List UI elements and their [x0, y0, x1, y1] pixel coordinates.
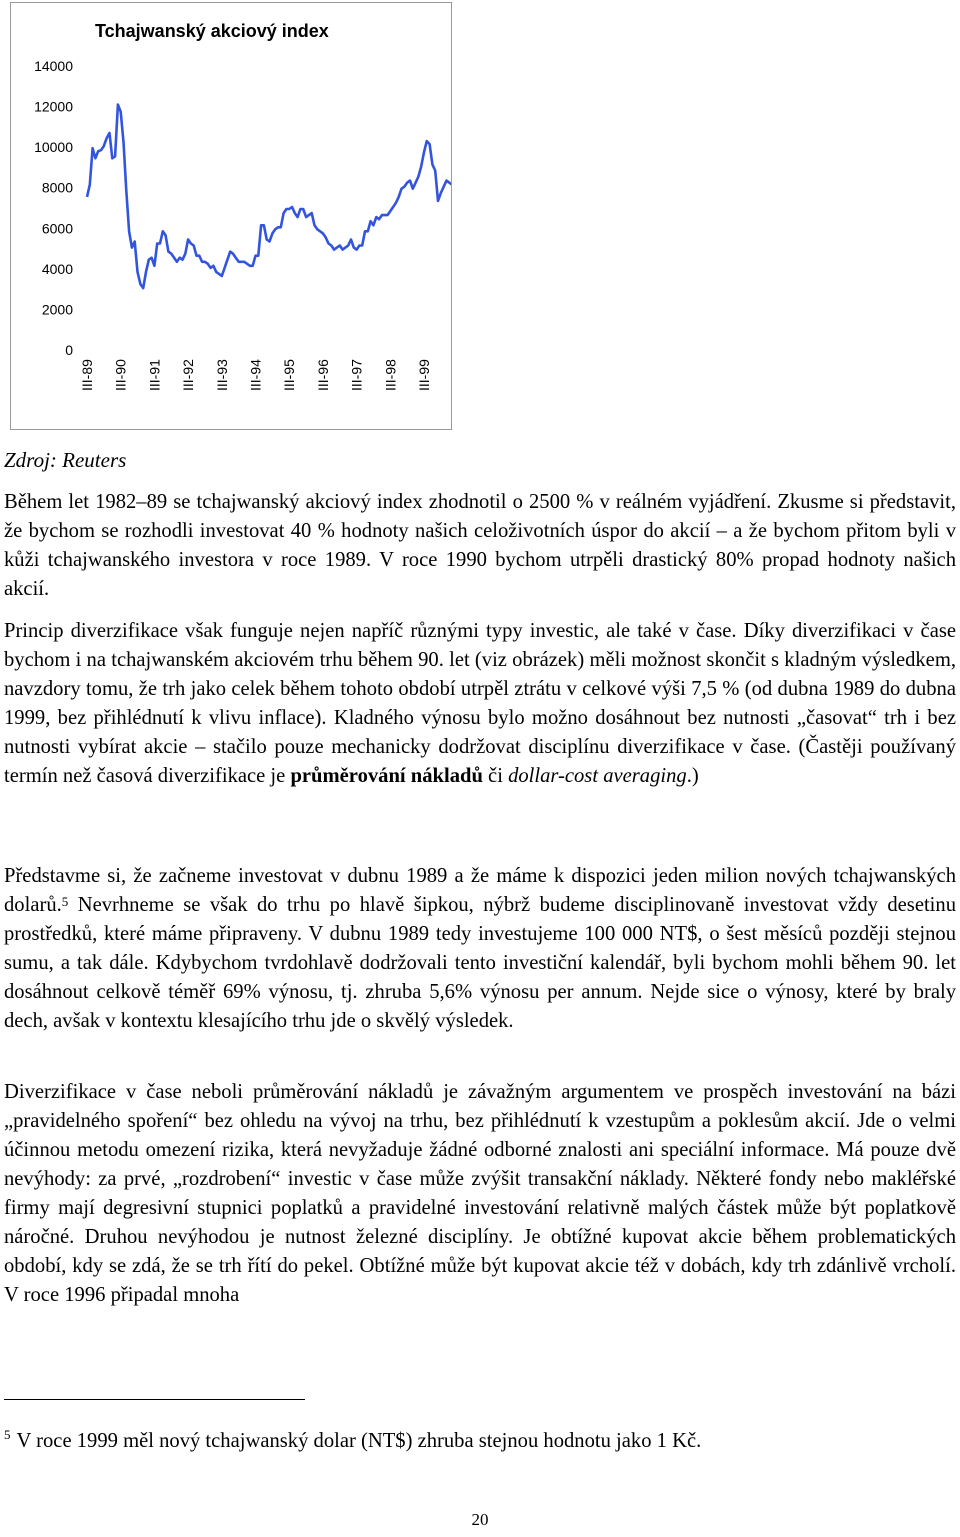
y-tick-label: 0 — [65, 342, 73, 358]
y-tick-label: 14000 — [34, 58, 73, 74]
x-tick-label: III-94 — [247, 359, 264, 391]
page-number: 20 — [471, 1510, 489, 1529]
chart-source: Zdroj: Reuters — [4, 448, 127, 472]
footnote-reference[interactable]: 5 — [61, 894, 69, 909]
paragraph-1: Během let 1982–89 se tchajwanský akciový index zhodnotil o 2500 % v reálném vyjádření. Zkusme si představit, že bychom se rozhodli investovat 40 % hodnoty našich celoživotních úspor do akcií – a že bychom přitom byli v kůži tchajwanského investora v roce 1989. V roce 1990 bychom utrpěli drastický 80% propad hodnoty našich akcií. — [4, 491, 956, 600]
footnote — [4, 1427, 701, 1457]
footnote-divider — [4, 1399, 305, 1400]
chart-title: Tchajwanský akciový index — [95, 21, 329, 41]
chart-canvas — [11, 3, 451, 429]
stock-index-chart — [10, 2, 452, 430]
y-tick-label: 10000 — [34, 139, 73, 156]
y-tick-label: 4000 — [41, 260, 73, 277]
x-tick-label: III-90 — [112, 359, 129, 391]
x-tick-label: III-95 — [281, 359, 298, 391]
x-tick-label: III-93 — [213, 359, 230, 391]
y-tick-label: 12000 — [34, 98, 73, 115]
italic-term: dollar-cost averaging — [508, 765, 687, 787]
x-tick-label: III-98 — [382, 359, 399, 391]
x-tick-label: III-96 — [314, 359, 331, 391]
paragraph-2 — [4, 617, 956, 791]
paragraph-2-connector: či — [482, 765, 509, 787]
x-axis-ticks — [79, 359, 432, 391]
y-tick-label: 6000 — [41, 220, 73, 237]
x-tick-label: III-99 — [416, 359, 432, 391]
x-tick-label: III-91 — [146, 359, 163, 391]
paragraph-4: Diverzifikace v čase neboli průměrování nákladů je závažným argumentem ve prospěch investování na bázi „pravidelného spoření“ bez ohledu na vývoj na trhu, bez přihlédnutí k vzestupům a poklesům akcií. Jde o velmi účinnou metodu omezení rizika, která nevyžaduje žádné odborné znalosti ani speciální informace. Má pouze dvě nevýhody: za prvé, „rozdrobení“ investic v čase může zvýšit transakční náklady. Některé fondy nebo makléřské firmy mají degresivní stupnici poplatků a pravidelné investování relativně malých částek může být poplatkově náročné. Druhou nevýhodou je nutnost železné disciplíny. Je obtížné kupovat akcie během problematických období, kdy se zdá, že se trh řítí do pekel. Obtížné může být kupovat akcie též v dobách, kdy trh zdánlivě vrcholí. V roce 1996 připadal mnoha — [4, 1081, 956, 1306]
x-tick-label: III-92 — [180, 359, 197, 391]
index-series-line — [87, 105, 451, 289]
paragraph-2-end: .) — [686, 765, 699, 787]
paragraph-2-text: Princip diverzifikace však funguje nejen napříč různými typy investic, ale také v čase. Díky diverzifikaci v čase bychom i na tchajwanském akciovém trhu během 90. let (viz obrázek) měli možnost skončit s kladným výsledkem, navzdory tomu, že trh jako celek během tohoto období utrpěl ztrátu v celkové výši 7,5 % (od dubna 1989 do dubna 1999, bez přihlédnutí k vlivu inflace). Kladného výnosu bylo možno dosáhnout bez nutnosti „časovat“ trh i bez nutnosti vybírat akcie – stačilo pouze mechanicky dodržovat disciplínu diverzifikace v čase. (Častěji používaný termín než časová diverzifikace je — [4, 620, 956, 787]
paragraph-3-rest: Nevrhneme se však do trhu po hlavě šipkou, nýbrž budeme disciplinovaně investovat vždy desetinu prostředků, které máme připraveny. V dubnu 1989 tedy investujeme 100 000 NT$, o šest měsíců později stejnou sumu, a tak dále. Kdybychom tvrdohlavě dodržovali tento investiční kalendář, byli bychom mohli během 90. let dosáhnout celkově téměř 69% výnosu, tj. zhruba 5,6% výnosu per annum. Nejde sice o výnosy, které by braly dech, avšak v kontextu klesajícího trhu jde o skvělý výsledek. — [4, 894, 956, 1032]
x-tick-label: III-97 — [348, 359, 365, 391]
x-tick-label: III-89 — [79, 359, 95, 391]
footnote-mark: 5 — [4, 1427, 11, 1442]
y-tick-label: 2000 — [41, 301, 73, 318]
paragraph-3-text: Představme si, že začneme investovat v dubnu 1989 a že máme k dispozici jeden milion nových tchajwanských dolarů. — [4, 865, 956, 916]
y-tick-label: 8000 — [41, 179, 73, 196]
y-axis-ticks — [34, 58, 73, 358]
bold-term: průměrování nákladů — [290, 765, 483, 787]
paragraph-3 — [4, 862, 956, 1036]
footnote-text: V roce 1999 měl nový tchajwanský dolar (NT$) zhruba stejnou hodnotu jako 1 Kč. — [16, 1430, 702, 1452]
